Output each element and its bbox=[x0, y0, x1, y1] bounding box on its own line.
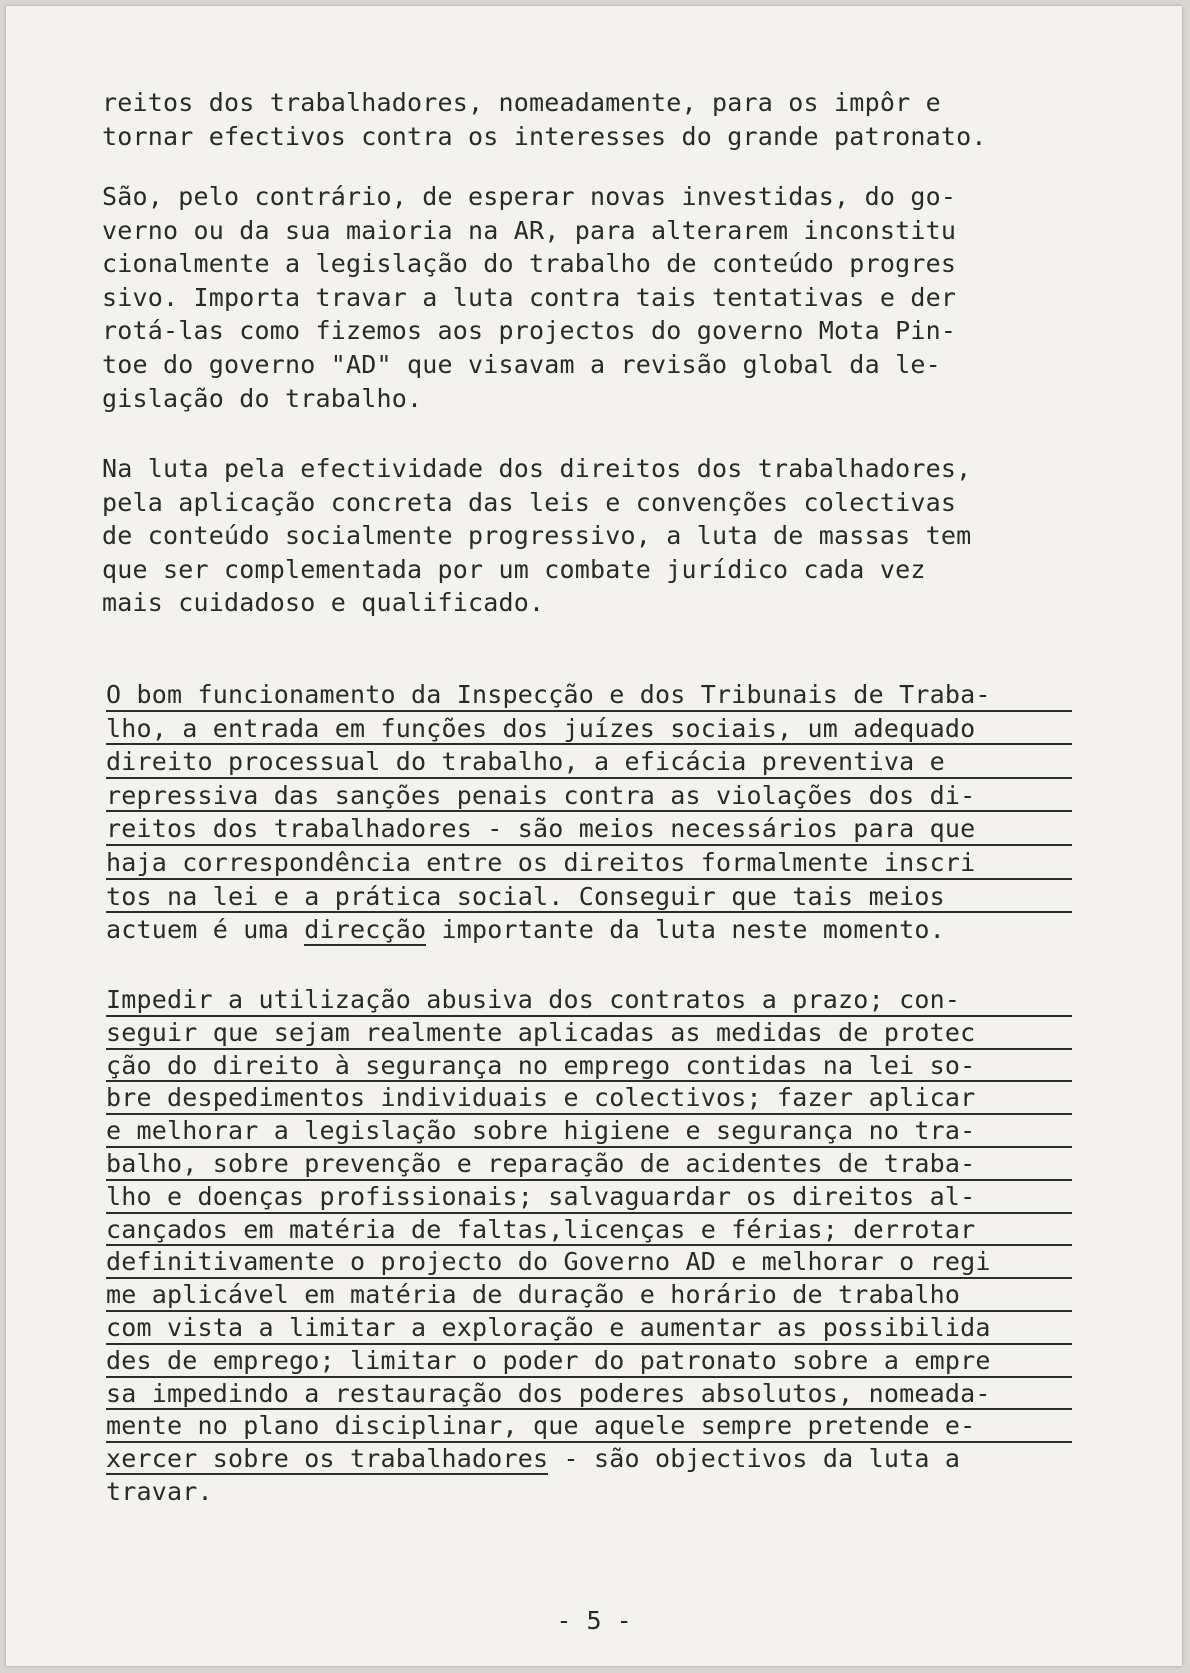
text-line bbox=[106, 1443, 1072, 1476]
text-line: cançados em matéria de faltas,licenças e férias; derrotar bbox=[106, 1214, 1072, 1247]
text-segment: actuem é uma bbox=[106, 915, 305, 945]
text-line: lho e doenças profissionais; salvaguardar os direitos al- bbox=[106, 1181, 1072, 1214]
text-line: bre despedimentos individuais e colectivos; fazer aplicar bbox=[106, 1082, 1072, 1115]
text-line: me aplicável em matéria de duração e horário de trabalho bbox=[106, 1279, 1072, 1312]
text-line: sa impedindo a restauração dos poderes absolutos, nomeada- bbox=[106, 1378, 1072, 1411]
text-line: verno ou da sua maioria na AR, para alterarem inconstitu bbox=[102, 215, 957, 245]
text-line: Na luta pela efectividade dos direitos dos trabalhadores, bbox=[102, 454, 972, 483]
text-line: com vista a limitar a exploração e aumentar as possibilida bbox=[106, 1312, 1072, 1345]
text-line: de conteúdo socialmente progressivo, a luta de massas tem bbox=[102, 521, 972, 551]
text-line: des de emprego; limitar o poder do patronato sobre a empre bbox=[106, 1345, 1072, 1378]
text-line: toe do governo "AD" que visavam a revisão global da le- bbox=[102, 349, 941, 379]
text-line: e melhorar a legislação sobre higiene e segurança no tra- bbox=[106, 1115, 1072, 1148]
text-line: São, pelo contrário, de esperar novas investidas, do go- bbox=[102, 182, 957, 211]
paragraph-1 bbox=[102, 86, 987, 153]
text-line: Impedir a utilização abusiva dos contratos a prazo; con- bbox=[106, 984, 1072, 1017]
text-line: tos na lei e a prática social. Conseguir que tais meios bbox=[106, 880, 1072, 914]
text-line: gislação do trabalho. bbox=[102, 383, 423, 413]
text-line: cionalmente a legislação do trabalho de conteúdo progres bbox=[102, 249, 957, 279]
text-line: sivo. Importa travar a luta contra tais tentativas e der bbox=[102, 282, 957, 312]
page-number: - 5 - bbox=[556, 1606, 632, 1635]
text-line: rotá-las como fizemos aos projectos do governo Mota Pin- bbox=[102, 316, 957, 346]
paragraph-2 bbox=[102, 180, 956, 415]
underlined-segment: xercer sobre os trabalhadores bbox=[106, 1444, 549, 1474]
text-line: ção do direito à segurança no emprego contidas na lei so- bbox=[106, 1050, 1072, 1083]
text-line: lho, a entrada em funções dos juízes sociais, um adequado bbox=[106, 712, 1072, 746]
paragraph-3 bbox=[102, 452, 971, 620]
text-line: definitivamente o projecto do Governo AD e melhorar o regi bbox=[106, 1246, 1072, 1279]
text-segment: importante da luta neste momento. bbox=[426, 915, 945, 945]
text-line: reitos dos trabalhadores, nomeadamente, para os impôr e bbox=[102, 88, 941, 117]
text-line: haja correspondência entre os direitos formalmente inscri bbox=[106, 846, 1072, 880]
text-line: mente no plano disciplinar, que aquele sempre pretende e- bbox=[106, 1410, 1072, 1443]
text-line: balho, sobre prevenção e reparação de acidentes de traba- bbox=[106, 1148, 1072, 1181]
text-line: O bom funcionamento da Inspecção e dos Tribunais de Traba- bbox=[106, 678, 1072, 712]
paragraph-5-underlined bbox=[106, 984, 1072, 1509]
underlined-word: direcção bbox=[304, 915, 427, 945]
text-line: travar. bbox=[106, 1476, 213, 1506]
text-line: tornar efectivos contra os interesses do grande patronato. bbox=[102, 121, 987, 151]
paragraph-4-underlined bbox=[106, 678, 1072, 947]
text-segment: - são objectivos da luta a bbox=[548, 1444, 961, 1474]
text-line bbox=[106, 913, 1072, 947]
text-line: direito processual do trabalho, a eficácia preventiva e bbox=[106, 745, 1072, 779]
text-line: mais cuidadoso e qualificado. bbox=[102, 588, 545, 618]
text-line: seguir que sejam realmente aplicadas as medidas de protec bbox=[106, 1017, 1072, 1050]
text-line: que ser complementada por um combate jurídico cada vez bbox=[102, 554, 926, 584]
text-line: repressiva das sanções penais contra as violações dos di- bbox=[106, 779, 1072, 813]
document-page bbox=[6, 6, 1182, 1666]
text-line: reitos dos trabalhadores - são meios necessários para que bbox=[106, 812, 1072, 846]
text-line: pela aplicação concreta das leis e convenções colectivas bbox=[102, 487, 957, 517]
